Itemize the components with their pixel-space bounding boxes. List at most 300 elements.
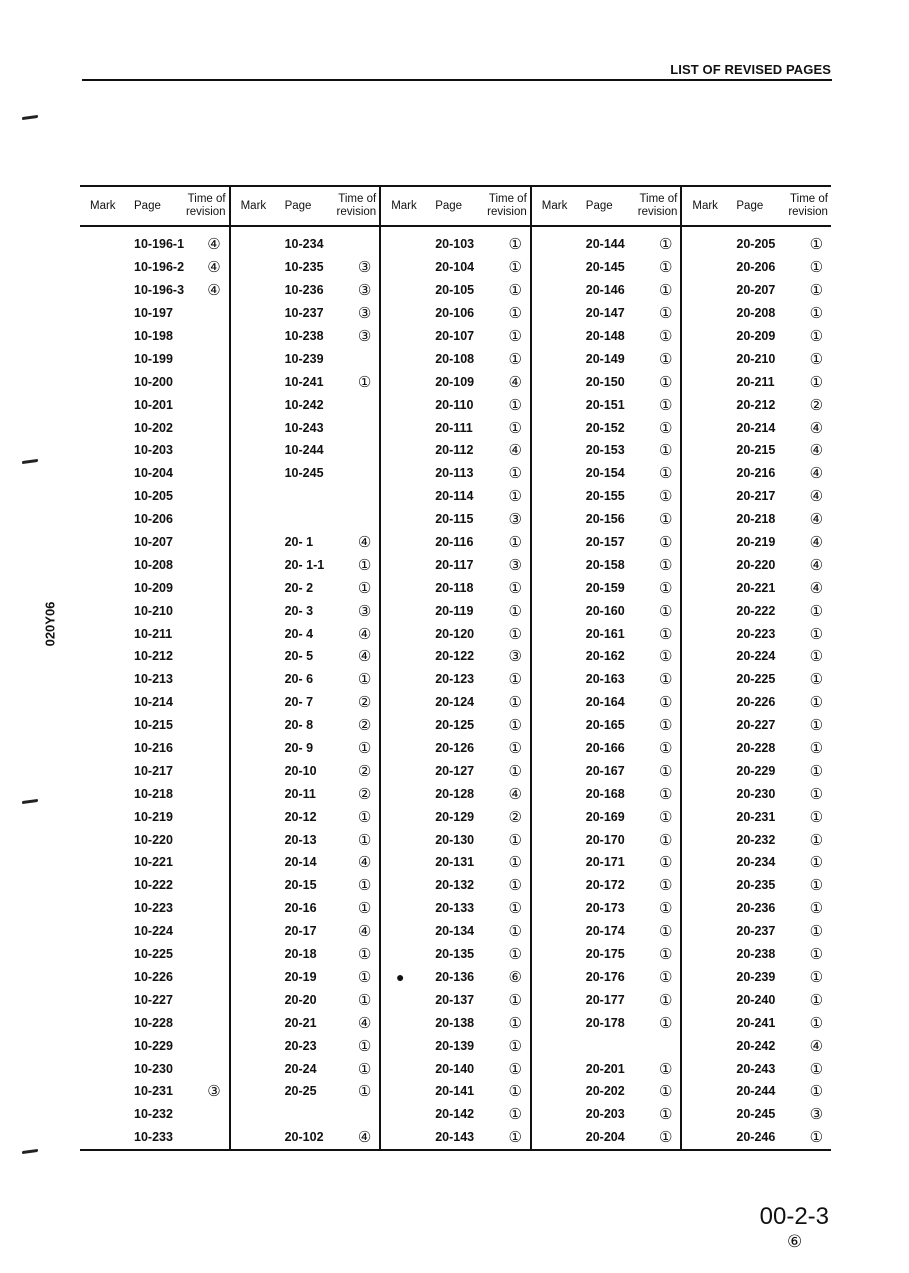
table-row <box>381 325 530 348</box>
table-row <box>231 874 380 897</box>
table-row <box>381 553 530 576</box>
page-cell: 20-212 <box>736 397 776 412</box>
table-row <box>231 714 380 737</box>
revision-cell: ① <box>659 373 673 391</box>
table-row <box>532 622 681 645</box>
table-row <box>532 233 681 256</box>
revision-cell: ① <box>659 785 673 803</box>
page-cell: 20-223 <box>736 626 776 641</box>
page-cell: 20-136 <box>435 969 475 984</box>
table-row <box>682 233 831 256</box>
table-row <box>231 416 380 439</box>
page-cell: 20- 1 <box>284 535 314 550</box>
page-cell: 20-164 <box>585 695 625 710</box>
table-row <box>231 1103 380 1126</box>
page-cell: 20-245 <box>736 1107 776 1122</box>
table-row <box>80 485 229 508</box>
page-cell: 20- 6 <box>284 672 314 687</box>
page-cell: 20-149 <box>585 351 625 366</box>
revision-cell: ① <box>357 1037 372 1055</box>
table-row <box>231 508 380 531</box>
table-row <box>532 828 681 851</box>
page-cell: 20-178 <box>585 1015 625 1030</box>
table-row <box>80 1080 229 1103</box>
revision-cell: ① <box>357 740 372 758</box>
revision-cell: ④ <box>357 854 372 872</box>
page-cell: 20-151 <box>585 397 625 412</box>
table-row <box>682 485 831 508</box>
table-row <box>682 1034 831 1057</box>
revision-cell: ① <box>809 694 824 712</box>
page-cell: 20-240 <box>736 992 776 1007</box>
revision-cell: ① <box>357 991 372 1009</box>
revision-cell: ① <box>659 991 673 1009</box>
revision-cell: ④ <box>809 442 824 460</box>
table-row <box>381 1103 530 1126</box>
page-cell: 20-160 <box>585 603 625 618</box>
revision-cell: ① <box>357 579 372 597</box>
revision-cell: ① <box>809 328 824 345</box>
header-rule <box>82 79 832 81</box>
header-page: Page <box>284 200 312 212</box>
revision-cell: ③ <box>508 556 522 574</box>
page-cell: 20-25 <box>284 1084 317 1099</box>
header-mark: Mark <box>391 200 417 212</box>
table-row <box>682 805 831 828</box>
table-row <box>532 370 681 393</box>
revision-cell: ① <box>659 923 673 941</box>
table-row <box>381 439 530 462</box>
page-cell: 20-167 <box>585 763 625 778</box>
table-row <box>231 622 380 645</box>
revision-cell: ④ <box>207 236 221 254</box>
page-cell: 20-112 <box>435 443 474 458</box>
page-cell: 10-196-1 <box>134 237 185 252</box>
revision-cell: ① <box>508 602 522 620</box>
table-row <box>682 874 831 897</box>
page-cell: 10-206 <box>134 512 173 527</box>
table-row <box>381 370 530 393</box>
page-cell: 20-165 <box>585 718 625 733</box>
revision-cell: ① <box>357 831 372 849</box>
table-row <box>80 233 229 256</box>
revision-cell: ① <box>809 1014 824 1032</box>
revision-cell: ① <box>659 877 673 895</box>
page-cell: 20-215 <box>736 443 776 458</box>
page-cell: 20-222 <box>736 603 776 618</box>
revision-cell: ④ <box>357 1129 372 1147</box>
table-row <box>231 233 380 256</box>
page-cell: 10-245 <box>284 466 324 481</box>
table-row <box>80 1126 229 1149</box>
page-cell: 20-171 <box>585 855 625 870</box>
page-cell: 20-104 <box>435 260 475 275</box>
revision-cell: ① <box>659 1129 673 1147</box>
revision-cell: ① <box>809 1060 824 1078</box>
revision-cell: ① <box>508 350 522 368</box>
page-cell: 20-237 <box>736 924 776 939</box>
revision-cell: ① <box>508 762 522 780</box>
page-cell: 20-209 <box>736 329 776 343</box>
table-row <box>80 393 229 416</box>
table-row <box>80 279 229 302</box>
page-cell: 20-130 <box>435 832 475 847</box>
header-time-line2: revision <box>487 206 527 218</box>
revision-cell: ① <box>659 831 673 849</box>
page-cell: 20-235 <box>736 878 776 893</box>
page-cell: 20-230 <box>736 786 776 801</box>
table-row <box>231 851 380 874</box>
page-cell: 20-19 <box>284 969 317 984</box>
revision-cell: ① <box>508 1037 522 1055</box>
page-cell: 20-154 <box>585 466 625 481</box>
revision-cell: ③ <box>357 328 372 345</box>
page-cell: 10-242 <box>284 397 324 412</box>
table-row <box>381 1057 530 1080</box>
table-row <box>80 668 229 691</box>
revision-cell: ④ <box>357 534 372 552</box>
page-cell: 20-158 <box>585 557 625 572</box>
table-row <box>231 325 380 348</box>
revision-cell: ① <box>508 465 522 483</box>
page-cell: 20-16 <box>284 901 317 916</box>
page-cell: 20-128 <box>435 786 475 801</box>
header-page: Page <box>736 200 764 212</box>
page-cell: 20-244 <box>736 1084 776 1099</box>
revision-cell: ① <box>659 900 673 918</box>
revision-cell: ① <box>659 419 673 437</box>
revision-cell: ① <box>659 717 673 735</box>
page-cell: 10-215 <box>134 718 173 733</box>
table-row <box>80 439 229 462</box>
revision-cell: ① <box>508 671 522 689</box>
header-mark: Mark <box>541 200 568 212</box>
revision-cell: ① <box>508 396 522 414</box>
revision-cell: ① <box>508 579 522 597</box>
revision-cell: ① <box>809 648 824 666</box>
table-row <box>80 599 229 622</box>
revision-cell: ① <box>508 488 522 506</box>
revision-cell: ① <box>508 282 522 300</box>
table-row <box>381 851 530 874</box>
table-row <box>532 645 681 668</box>
table-row <box>682 439 831 462</box>
page-cell: 10-226 <box>134 969 173 984</box>
table-row <box>682 1126 831 1149</box>
page-cell: 20- 8 <box>284 718 314 733</box>
table-row <box>80 531 229 554</box>
table-row <box>532 1126 681 1149</box>
page-cell: 20-12 <box>284 809 317 824</box>
page-cell: 20-227 <box>736 718 776 733</box>
page-cell: 10-211 <box>134 626 173 641</box>
revision-cell: ① <box>508 923 522 941</box>
page-cell: 20-10 <box>284 763 317 778</box>
table-row <box>231 393 380 416</box>
revision-cell: ③ <box>508 648 522 666</box>
table-row <box>682 759 831 782</box>
table-row <box>231 920 380 943</box>
table-column <box>530 227 681 1149</box>
table-row <box>532 988 681 1011</box>
table-row <box>682 851 831 874</box>
header-time-line2: revision <box>336 206 377 218</box>
table-row <box>381 897 530 920</box>
table-row <box>231 302 380 325</box>
page-cell: 20-18 <box>284 947 317 962</box>
table-row <box>381 256 530 279</box>
table-row <box>532 279 681 302</box>
table-row <box>381 920 530 943</box>
table-row <box>231 1034 380 1057</box>
revision-cell: ① <box>357 877 372 895</box>
header-time-line2: revision <box>637 206 678 218</box>
table-header <box>80 185 831 227</box>
table-row <box>381 599 530 622</box>
table-row <box>231 966 380 989</box>
page-cell: 20- 2 <box>284 580 314 595</box>
revision-cell: ① <box>659 1060 673 1078</box>
revision-cell: ① <box>508 305 522 323</box>
revision-cell: ① <box>508 946 522 964</box>
table-row <box>682 782 831 805</box>
page-cell: 20-211 <box>736 374 775 389</box>
revision-cell: ① <box>659 625 673 643</box>
table-row <box>532 1080 681 1103</box>
revision-cell: ① <box>809 717 824 735</box>
page-cell: 10-196-2 <box>134 260 185 275</box>
revision-cell: ① <box>357 373 372 391</box>
table-row <box>381 576 530 599</box>
header-group <box>530 187 681 225</box>
page-cell: 20-208 <box>736 306 776 321</box>
table-row <box>231 370 380 393</box>
page-cell: 20-150 <box>585 374 625 389</box>
header-time-line1: Time of <box>790 193 828 205</box>
table-row <box>682 1011 831 1034</box>
revision-cell: ③ <box>357 305 372 323</box>
revision-cell: ④ <box>207 282 221 300</box>
table-row <box>682 622 831 645</box>
revision-cell: ① <box>659 465 673 483</box>
revision-cell: ② <box>357 762 372 780</box>
table-row <box>381 531 530 554</box>
page-cell: 20-141 <box>435 1084 475 1099</box>
page-cell: 20-221 <box>736 580 776 595</box>
header-time-of-revision <box>331 193 380 219</box>
page-cell: 20-207 <box>736 283 776 298</box>
revision-cell: ④ <box>357 1014 372 1032</box>
revision-cell: ① <box>357 946 372 964</box>
page-cell: 20-161 <box>585 626 625 641</box>
table-row <box>682 1103 831 1126</box>
page-cell: 20-205 <box>736 237 776 252</box>
table-row <box>231 1011 380 1034</box>
page-cell: 20-203 <box>585 1107 625 1122</box>
page-cell: 20-146 <box>585 283 625 298</box>
table-row <box>532 759 681 782</box>
page-cell: 20-17 <box>284 924 317 939</box>
revision-cell: ① <box>357 556 372 574</box>
page-cell: 20-13 <box>284 832 317 847</box>
table-row <box>80 988 229 1011</box>
page-cell: 20-241 <box>736 1015 776 1030</box>
page-cell: 10-219 <box>134 809 173 824</box>
revision-cell: ① <box>809 991 824 1009</box>
revision-cell: ① <box>508 717 522 735</box>
page-cell: 10-225 <box>134 947 173 962</box>
revision-cell: ① <box>659 396 673 414</box>
table-row <box>231 531 380 554</box>
page-revision-mark: ⑥ <box>787 1232 803 1251</box>
page-cell: 20-102 <box>284 1130 324 1145</box>
page-cell: 20-177 <box>585 992 625 1007</box>
header-mark: Mark <box>692 200 718 212</box>
page-cell: 20-236 <box>736 901 776 916</box>
revision-cell: ④ <box>809 556 824 574</box>
table-row <box>682 325 831 348</box>
revision-cell: ① <box>659 350 673 368</box>
revision-cell: ① <box>357 968 372 986</box>
table-row <box>532 256 681 279</box>
header-time-line1: Time of <box>639 193 678 205</box>
page-cell: 20-242 <box>736 1038 776 1053</box>
page-cell: 10-202 <box>134 420 173 435</box>
table-row <box>381 668 530 691</box>
table-row <box>80 370 229 393</box>
page-cell: 10-239 <box>284 351 324 366</box>
table-row <box>231 897 380 920</box>
revision-cell: ① <box>659 236 673 254</box>
table-row <box>682 553 831 576</box>
revision-cell: ④ <box>357 625 372 643</box>
table-row <box>381 1126 530 1149</box>
page-cell: 20-135 <box>435 947 475 962</box>
table-row <box>381 302 530 325</box>
table-row <box>80 897 229 920</box>
page-cell: 20-168 <box>585 786 625 801</box>
revision-cell: ① <box>508 877 522 895</box>
table-row <box>231 645 380 668</box>
revision-cell: ① <box>809 671 824 689</box>
header-time-line2: revision <box>185 206 226 218</box>
page-cell: 20-139 <box>435 1038 475 1053</box>
revision-cell: ① <box>809 602 824 620</box>
revision-cell: ① <box>809 282 824 300</box>
table-row <box>532 805 681 828</box>
table-row <box>80 805 229 828</box>
table-row <box>381 782 530 805</box>
table-row <box>231 462 380 485</box>
revision-cell: ① <box>809 968 824 986</box>
revision-cell: ② <box>508 808 522 826</box>
page-cell: 10-196-3 <box>134 283 185 298</box>
table-row <box>532 393 681 416</box>
table-row <box>682 897 831 920</box>
table-row <box>532 325 681 348</box>
page-cell: 20-170 <box>585 832 625 847</box>
page-cell: 20-174 <box>585 924 625 939</box>
table-row <box>381 462 530 485</box>
table-row <box>80 1057 229 1080</box>
revision-cell: ① <box>508 831 522 849</box>
page-cell: 20-163 <box>585 672 625 687</box>
revision-cell: ④ <box>207 259 221 277</box>
revision-cell: ① <box>809 625 824 643</box>
page-cell: 20- 4 <box>284 626 314 641</box>
table-row <box>80 576 229 599</box>
table-row <box>80 645 229 668</box>
revision-cell: ① <box>508 740 522 758</box>
table-row <box>231 988 380 1011</box>
table-row <box>80 347 229 370</box>
page-cell: 20-138 <box>435 1015 475 1030</box>
table-row <box>682 988 831 1011</box>
table-row <box>381 966 530 989</box>
revision-cell: ③ <box>207 1083 221 1101</box>
page-cell: 10-232 <box>134 1107 173 1122</box>
page-cell: 20-105 <box>435 283 475 298</box>
table-row <box>231 439 380 462</box>
table-row <box>231 1057 380 1080</box>
page-cell: 20-224 <box>736 649 776 664</box>
table-row <box>231 1126 380 1149</box>
table-row <box>532 439 681 462</box>
table-row <box>682 508 831 531</box>
header-time-line1: Time of <box>488 193 527 205</box>
page-cell: 20-20 <box>284 992 317 1007</box>
table-row <box>231 279 380 302</box>
revision-cell: ① <box>809 831 824 849</box>
table-row <box>381 1034 530 1057</box>
page-cell: 20-147 <box>585 306 625 321</box>
page-cell: 10-231 <box>134 1084 173 1099</box>
table-row <box>532 668 681 691</box>
table-row <box>80 302 229 325</box>
table-row <box>80 714 229 737</box>
revision-cell: ④ <box>508 442 522 460</box>
page-cell: 20-238 <box>736 947 776 962</box>
page-cell: 10-203 <box>134 443 173 458</box>
page-cell: 20-155 <box>585 489 625 504</box>
revision-cell: ④ <box>508 373 522 391</box>
table-row <box>381 714 530 737</box>
revision-cell: ① <box>809 350 824 368</box>
revision-cell: ③ <box>809 1106 824 1124</box>
table-row <box>381 347 530 370</box>
table-row <box>532 416 681 439</box>
table-row <box>532 576 681 599</box>
table-row <box>80 943 229 966</box>
table-row <box>532 966 681 989</box>
page-cell: 20-228 <box>736 741 776 756</box>
page-cell: 20-108 <box>435 351 475 366</box>
revision-cell: ① <box>659 602 673 620</box>
page-cell: 20- 9 <box>284 741 314 756</box>
table-row <box>231 691 380 714</box>
revision-cell: ① <box>809 740 824 758</box>
revision-cell: ① <box>659 442 673 460</box>
page-cell: 10-227 <box>134 992 173 1007</box>
table-row <box>682 1057 831 1080</box>
revision-cell: ③ <box>357 602 372 620</box>
table-row <box>80 737 229 760</box>
revision-cell: ① <box>357 900 372 918</box>
revision-cell: ① <box>659 328 673 345</box>
revision-cell: ① <box>508 534 522 552</box>
table-row <box>682 347 831 370</box>
table-row <box>80 782 229 805</box>
